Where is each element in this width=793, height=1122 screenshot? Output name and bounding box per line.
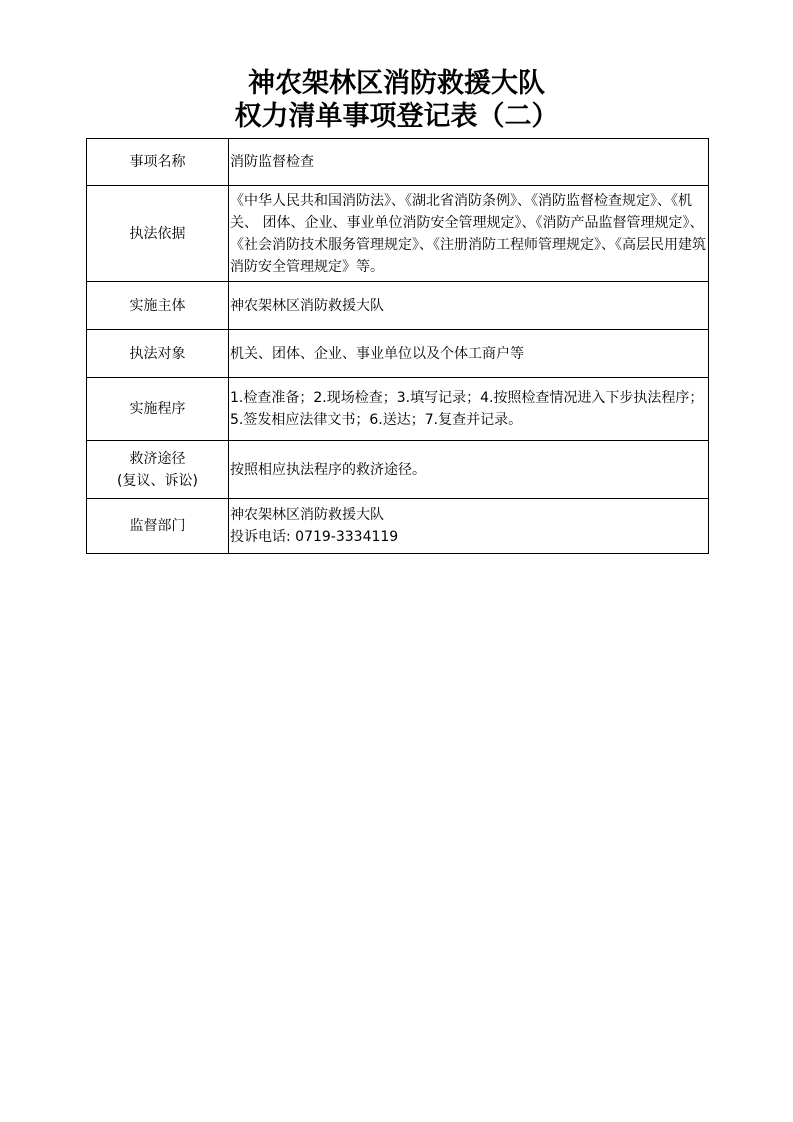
row-label-remedy-line2: (复议、诉讼) (117, 472, 198, 489)
table-row (87, 378, 709, 441)
row-value-implementing-body: 神农架林区消防救援大队 (229, 282, 709, 330)
table-row (87, 441, 709, 499)
row-label-enforcement-target: 执法对象 (87, 330, 229, 378)
row-label-remedy (87, 441, 229, 499)
row-value-legal-basis: 《中华人民共和国消防法》、《湖北省消防条例》、《消防监督检查规定》、《机关、 团体、企业、事业单位消防安全管理规定》、《消防产品监督管理规定》、《社会消防技术服务管理规定》、《注册消防工程师管理规定》、《高层民用建筑消防安全管理规定》等。 (229, 186, 709, 282)
document-title-line1: 神农架林区消防救援大队 (248, 68, 545, 99)
row-value-remedy: 按照相应执法程序的救济途径。 (229, 441, 709, 499)
table-row (87, 282, 709, 330)
row-label-legal-basis: 执法依据 (87, 186, 229, 282)
row-label-procedure: 实施程序 (87, 378, 229, 441)
registration-table (86, 138, 709, 554)
row-value-procedure: 1.检查准备；2.现场检查；3.填写记录；4.按照检查情况进入下步执法程序；5.签发相应法律文书；6.送达；7.复查并记录。 (229, 378, 709, 441)
row-label-implementing-body: 实施主体 (87, 282, 229, 330)
row-value-supervising-dept (229, 499, 709, 554)
document-title-line2: 权力清单事项登记表（二） (234, 101, 559, 132)
row-label-supervising-dept: 监督部门 (87, 499, 229, 554)
complaint-phone: 投诉电话: 0719-3334119 (230, 529, 399, 545)
row-label-item-name: 事项名称 (87, 139, 229, 186)
supervising-dept-name: 神农架林区消防救援大队 (230, 507, 384, 523)
row-value-enforcement-target: 机关、团体、企业、事业单位以及个体工商户等 (229, 330, 709, 378)
row-label-remedy-line1: 救济途径 (129, 450, 186, 467)
table-row (87, 139, 709, 186)
table-row (87, 186, 709, 282)
table-row (87, 499, 709, 554)
row-value-item-name: 消防监督检查 (229, 139, 709, 186)
table-row (87, 330, 709, 378)
